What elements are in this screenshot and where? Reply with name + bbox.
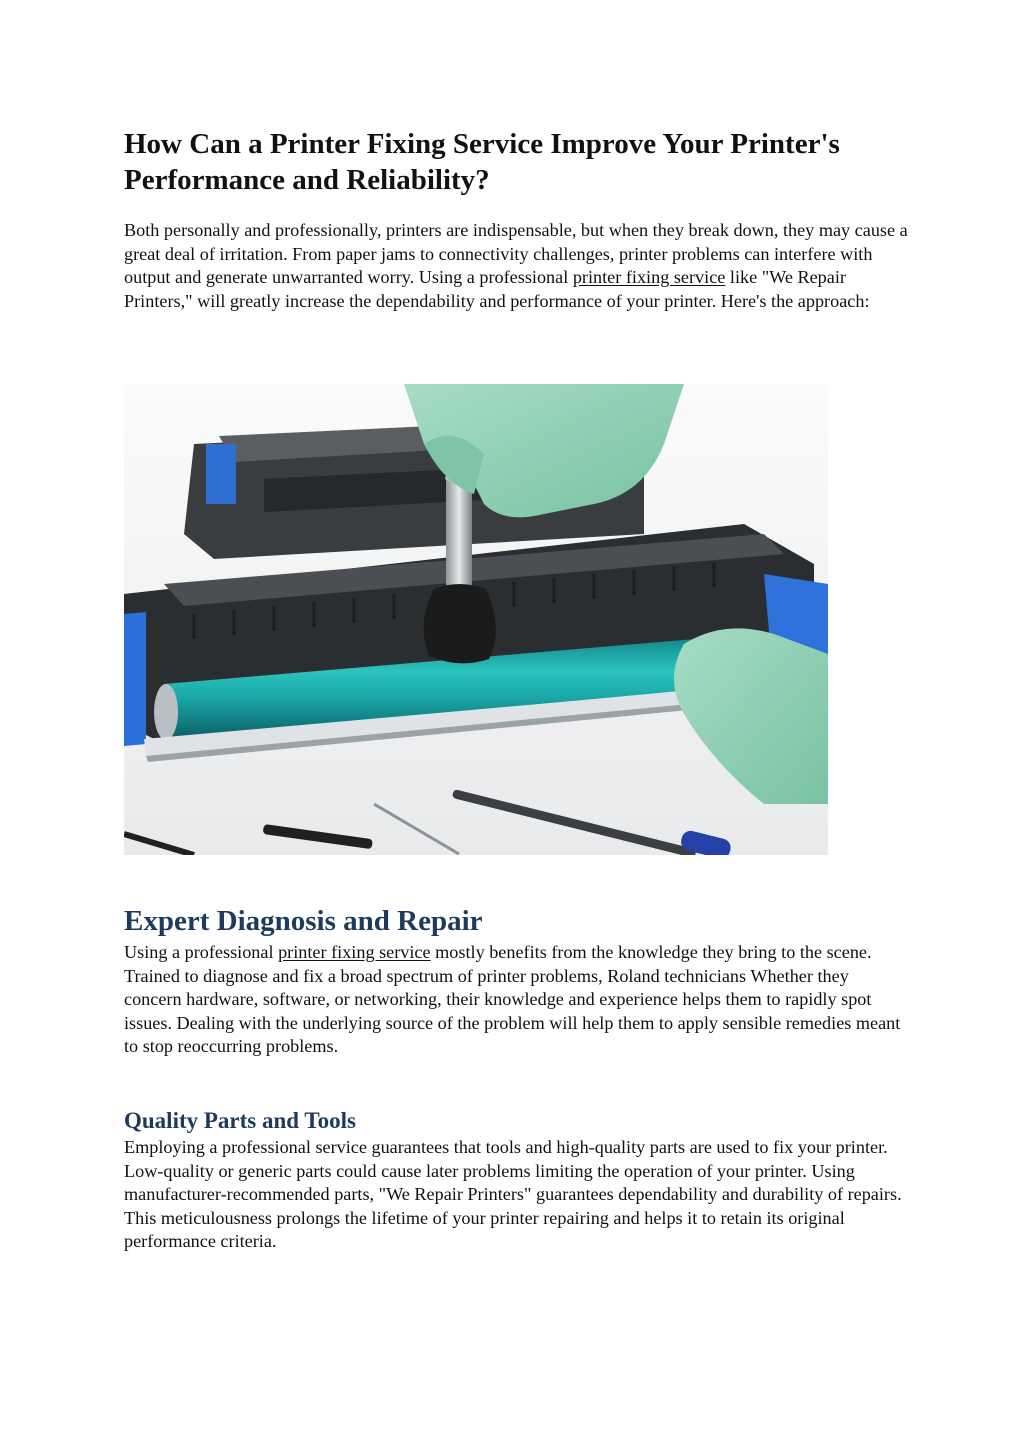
- article-title: How Can a Printer Fixing Service Improve Your Printer's Performance and Reliability?: [124, 128, 840, 196]
- section-heading-quality-parts: Quality Parts and Tools: [124, 1108, 356, 1133]
- printer-fixing-service-link[interactable]: printer fixing service: [572, 267, 726, 288]
- intro-paragraph: [124, 219, 909, 313]
- toner-cartridge-illustration: [124, 384, 828, 855]
- expert-diagnosis-paragraph: [124, 941, 909, 1059]
- section1-text-after-link: mostly benefits from the knowledge they bring to the scene. Trained to diagnose and fix a broad spectrum of printer problems, Roland technicians Whether they concern hardware, software, or networking, their knowledge and experience helps them to rapidly spot issues. Dealing with the underlying source of the problem will help them to apply sensible remedies meant to stop reoccurring problems.: [124, 942, 901, 1057]
- intro-text-before-link: Both personally and professionally, printers are indispensable, but when they break down, they may cause a great deal of irritation. From paper jams to connectivity challenges, printer problems can interfere with output and generate unwarranted worry. Using a professional: [124, 220, 908, 288]
- section-heading-expert-diagnosis: Expert Diagnosis and Repair: [124, 905, 483, 937]
- quality-parts-paragraph: Employing a professional service guarantees that tools and high-quality parts are used to fix your printer. Low-quality or generic parts could cause later problems limiting the operation of your printer. Using manufacturer-recommended parts, "We Repair Printers" guarantees dependability and durability of repairs. This meticulousness prolongs the lifetime of your printer repairing and helps it to retain its original performance criteria.: [124, 1137, 902, 1252]
- section1-text-before-link: Using a professional: [124, 942, 279, 962]
- toner-cartridge-cleaning-photo: [124, 384, 828, 855]
- printer-fixing-service-link-2[interactable]: printer fixing service: [278, 942, 431, 962]
- intro-text-after-link: like "We Repair Printers," will greatly increase the dependability and performance of your printer. Here's the approach:: [124, 267, 870, 311]
